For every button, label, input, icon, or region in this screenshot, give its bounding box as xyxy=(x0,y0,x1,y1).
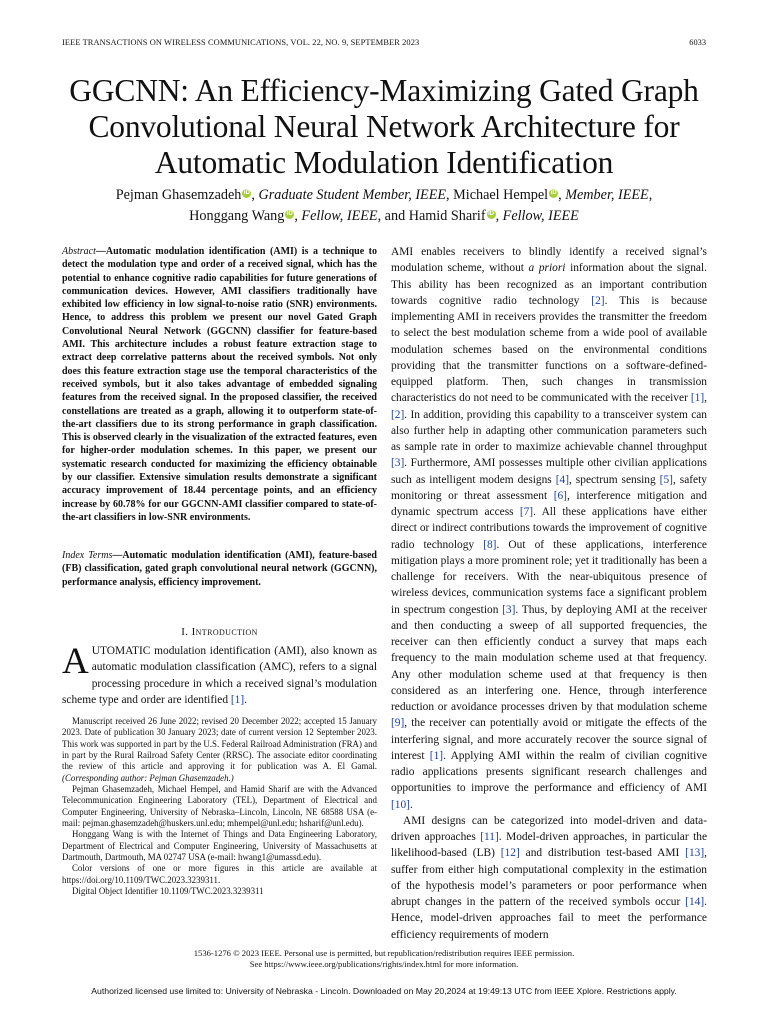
orcid-icon[interactable]: iD xyxy=(286,211,293,217)
intro-text: modulation identification (AMI), also known as automatic modulation classification (AMC), refers to a signal processing procedure in which a received signal’s modulation scheme type and order are identified xyxy=(62,645,377,706)
copyright-line: 1536-1276 © 2023 IEEE. Personal use is permitted, but republication/redistribution requires IEEE permission. xyxy=(193,948,575,958)
body-text: , spectrum sensing xyxy=(569,473,660,486)
body-text: . xyxy=(409,798,413,811)
body-text: AMI enables receivers to blindly identify a received signal’s modulation scheme, without xyxy=(391,246,707,275)
body-paragraph: AMI enables receivers to blindly identify a received signal’s modulation scheme, without a priori information about the signal. This ability has been recognized as an important contribution towards cognitive radio technology [2]. This is because implementing AMI in receivers provides the transmitter the freedom to select the best modulation scheme from a wide pool of available modulation schemes based on the environmental conditions providing that the transmitter functions on a software-defined-equipped platform. Then, such changes in transmission characteristics do not need to be communicated with the receiver [1], [2]. In addition, providing this capability to a transceiver system can also further help in adapting other communication parameters such as sample rate in order to maximize achievable channel throughput [3]. Furthermore, AMI possesses multiple other civilian applications such as intelligent modem designs [4], spectrum sensing [5], safety monitoring or threat assessment [6], interference mitigation and dynamic spectrum access [7]. All these applications have either direct or indirect contributions towards the improvement of cognitive radio technology [8]. Out of these applications, interference mitigation plays a more prominent role; yet it traditionally has been a challenge for receivers. With the near-ubiquitous presence of wireless devices, communication systems face a significant problem in spectrum congestion [3]. Thus, by deploying AMI at the receiver and then conducting a sweep of all supported frequencies, the receiver can then efficiently conduct a survey that maps each frequency to the main modulation scheme used at that frequency. Any other modulation scheme used at that frequency is then considered as an interfering one. Hence, through interference reduction or avoidance processes driven by that modulation scheme [9], the receiver can potentially avoid or mitigate the effects of the interfering signal, and more accurately recover the source signal of interest [1]. Applying AMI within the realm of civilian cognitive radio applications presents significant research challenges and opportunities to improve the performance and efficiency of AMI [10]. xyxy=(391,246,708,811)
title-line: Automatic Modulation Identification xyxy=(154,145,614,180)
body-text: . Hence, model-driven approaches fail to meet the performance efficiency requirements of modern xyxy=(391,896,707,941)
section-title: Introduction xyxy=(191,626,258,638)
footnote-text: Manuscript received 26 June 2022; revised 20 December 2022; accepted 15 January 2023. Date of publication 30 January 2023; date of current version 12 September 2023. This work was supported in part by the U.S. Federal Railroad Administration (FRA) and in part by the Rural Railroad Safety Center (RRSC). The associate editor coordinating the review of this article and approving it for publication was A. El Gamal. xyxy=(62,716,377,772)
body-paragraph xyxy=(391,813,707,943)
download-notice: Authorized licensed use limited to: University of Nebraska - Lincoln. Downloaded on May 20,2024 at 19:49:13 UTC from IEEE Xplore. Restrictions apply. xyxy=(91,986,677,996)
footnote-color: Color versions of one or more figures in this article are available at https://doi.org/10.1109/TWC.2023.3239311. xyxy=(62,863,377,885)
footnote-affiliation: Honggang Wang is with the Internet of Things and Data Engineering Laboratory, Department of Electrical and Computer Engineering, University of Massachusetts at Dartmouth, Dartmouth, MA 02747 USA (e-mail: hwang1@umassd.edu). xyxy=(62,829,377,863)
body-text: , safety monitoring or threat assessment xyxy=(391,473,707,502)
citation-link[interactable]: [1] xyxy=(429,749,444,762)
section-heading xyxy=(62,626,377,638)
citation-link[interactable]: [2] xyxy=(391,408,405,421)
body-text: . Model-driven approaches, in particular the likelihood-based (LB) xyxy=(391,831,707,860)
abstract-text: Automatic modulation identification (AMI) is a technique to detect the modulation type and order of a received signal, which has the potential to enhance cognitive radio capabilities for future generations of communication devices. However, AMI classifiers traditionally have exhibited low efficiency in low signal-to-noise ratio (SNR) environments. Hence, to address this problem we present our novel Gated Graph Convolutional Neural Network (GGCNN) classifier for feature-based AMI. This architecture includes a robust feature extraction stage to extract deep correlative patterns about the received symbols. Not only does this feature extraction stage use the temporal characteristics of the received symbols, but it also takes advantage of embedded signaling features from the received signal. In the proposed classifier, the received constellations are treated as a graph, allowing it to outperform state-of-the-art classifiers due to its strong performance in graph classification. This is observed clearly in the visualization of the extracted features, even for higher-order modulation schemes. In this paper, we present our systematic research conducted for maximizing the efficiency obtainable by our classifier. Extensive simulation results demonstrate a significant accuracy improvement of 18.44 percentage points, and an efficiency increase by 60.78% for our GGCNN-AMI classifier compared to state-of-the-art classifiers in low-SNR environments. xyxy=(62,246,377,523)
footnote-doi: Digital Object Identifier 10.1109/TWC.2023.3239311 xyxy=(72,886,264,897)
citation-link[interactable]: [1] xyxy=(230,693,245,706)
copyright-line: See https://www.ieee.org/publications/rights/index.html for more information. xyxy=(249,959,519,969)
body-text: information about the signal. This ability has been recognized as an important contribution towards cognitive radio technology xyxy=(391,262,707,307)
author-name: Pejman Ghasemzadeh xyxy=(115,187,242,203)
paper-title xyxy=(40,73,728,181)
citation-link[interactable]: [7] xyxy=(519,506,534,518)
citation-link[interactable]: [6] xyxy=(553,489,567,502)
author-role: Member, IEEE xyxy=(565,187,649,203)
body-text: . Thus, by deploying AMI at the receiver and then conducting a sweep of all supported frequencies, the receiver can then efficiently conduct a survey that maps each frequency to the main modulation scheme used at that frequency. Any other modulation scheme used at that frequency is then considered as an interfering one. Hence, through interference reduction or avoidance processes driven by that modulation scheme xyxy=(391,603,707,713)
citation-link[interactable]: [3] xyxy=(502,603,516,616)
author-name: Hamid Sharif xyxy=(408,208,486,224)
citation-link[interactable]: [5] xyxy=(659,473,673,486)
intro-end: . xyxy=(244,693,248,706)
body-text: . Furthermore, AMI possesses multiple other civilian applications such as intelligent modem designs xyxy=(391,457,707,486)
body-text: , suffer from either high computational complexity in the estimation of the hypothesis model’s parameters or poor performance when abrupt changes in the pattern of the received symbols occur xyxy=(391,847,707,908)
body-text: . In addition, providing this capability to a transceiver system can also further help in adapting other communication parameters such as sample rate in order to maximize achievable channel throughput xyxy=(391,408,707,453)
citation-link[interactable]: [11] xyxy=(480,831,499,843)
body-text: . Out of these applications, interference mitigation plays a more prominent role; yet it traditionally has been a challenge for receivers. With the near-ubiquitous presence of wireless devices, communication systems face a significant problem in spectrum congestion xyxy=(391,538,708,616)
drop-cap: A xyxy=(62,641,89,682)
footnote-manuscript xyxy=(62,716,377,784)
citation-link[interactable]: [14] xyxy=(685,896,705,908)
body-text: and distribution test-based AMI xyxy=(519,847,686,860)
body-text: . Applying AMI within the realm of civilian cognitive radio applications presents significant research challenges and opportunities to improve the performance and efficiency of AMI xyxy=(391,749,707,795)
footnote-affiliation: Pejman Ghasemzadeh, Michael Hempel, and Hamid Sharif are with the Advanced Telecommunication Engineering Laboratory (TEL), Department of Electrical and Computer Engineering, University of Nebraska–Lincoln, Lincoln, NE 68588 USA (e-mail: pejman.ghasemzadeh@huskers.unl.edu; mhempel@unl.edu; hsharif@unl.edu). xyxy=(62,784,377,829)
copyright-notice xyxy=(62,948,706,970)
body-text: , the receiver can potentially avoid or mitigate the effects of the interfering signal, and more accurately recover the source signal of interest xyxy=(391,717,707,762)
section-number: I. xyxy=(181,626,189,638)
right-column xyxy=(391,244,707,943)
citation-link[interactable]: [9] xyxy=(391,717,405,730)
body-text: . All these applications have either direct or indirect contributions towards the improvement of cognitive radio technology xyxy=(391,506,707,551)
author-role: Fellow, IEEE xyxy=(502,208,579,224)
body-text: a priori xyxy=(528,262,566,275)
citation-link[interactable]: [1] xyxy=(690,392,705,405)
index-terms: Index Terms—Automatic modulation identification (AMI), feature-based (FB) classification, gated graph convolutional neural network (GGCNN), performance analysis, efficiency improvement. xyxy=(62,550,377,588)
intro-lead: UTOMATIC xyxy=(91,645,151,657)
citation-link[interactable]: [8] xyxy=(483,538,497,551)
citation-link[interactable]: [3] xyxy=(391,457,405,470)
body-text: , interference mitigation and dynamic spectrum access xyxy=(391,489,707,518)
citation-link[interactable]: [12] xyxy=(500,847,520,860)
orcid-icon[interactable]: iD xyxy=(550,190,557,196)
citation-link[interactable]: [10] xyxy=(391,798,410,811)
citation-link[interactable]: [13] xyxy=(685,847,705,860)
title-line: GGCNN: An Efficiency-Maximizing Gated Graph xyxy=(69,73,699,108)
index-terms-text: Automatic modulation identification (AMI), feature-based (FB) classification, gated graph convolutional neural network (GGCNN), performance analysis, efficiency improvement. xyxy=(62,550,377,588)
running-header: IEEE TRANSACTIONS ON WIRELESS COMMUNICATIONS, VOL. 22, NO. 9, SEPTEMBER 2023 xyxy=(62,38,420,47)
body-text: AMI designs can be categorized into model-driven and data-driven approaches xyxy=(391,814,707,843)
abstract: Abstract—Automatic modulation identification (AMI) is a technique to detect the modulation type and order of a received signal, which has the potential to enhance cognitive radio capabilities for future generations of communication devices. However, AMI classifiers traditionally have exhibited low efficiency in low signal-to-noise ratio (SNR) environments. Hence, to address this problem we present our novel Gated Graph Convolutional Neural Network (GGCNN) classifier for feature-based AMI. This architecture includes a robust feature extraction stage to extract deep correlative patterns about the received symbols. Not only does this feature extraction stage use the temporal characteristics of the received symbols, but it also takes advantage of embedded signaling features from the received signal. In the proposed classifier, the received constellations are treated as a graph, allowing it to outperform state-of-the-art classifiers due to its strong performance in graph classification. This is observed clearly in the visualization of the extracted features, even for higher-order modulation schemes. In this paper, we present our systematic research conducted for maximizing the efficiency obtainable by our classifier. Extensive simulation results demonstrate a significant accuracy improvement of 18.44 percentage points, and an efficiency increase by 60.78% for our GGCNN-AMI classifier compared to state-of-the-art classifiers in low-SNR environments. xyxy=(62,246,377,523)
title-line: Convolutional Neural Network Architecture for xyxy=(88,109,680,144)
abstract-label: Abstract xyxy=(62,246,96,257)
author-list: Pejman Ghasemzadeh iD , Graduate Student Member, IEEE, Michael Hempel iD , Member, IEEE, Honggang Wang iD , Fellow, IEEE, and Hamid Sharif iD , Fellow, IEEE xyxy=(115,187,653,224)
author-role: Graduate Student Member, IEEE xyxy=(258,187,447,203)
index-terms-label: Index Terms xyxy=(62,550,113,561)
citation-link[interactable]: [2] xyxy=(591,294,605,307)
author-name: Michael Hempel xyxy=(453,187,549,203)
author-role: Fellow, IEEE xyxy=(301,208,378,224)
author-name: Honggang Wang xyxy=(189,208,285,224)
footnotes xyxy=(62,716,377,898)
orcid-icon[interactable]: iD xyxy=(488,211,495,217)
orcid-icon[interactable]: iD xyxy=(243,190,250,196)
citation-link[interactable]: [4] xyxy=(555,473,569,486)
intro-paragraph xyxy=(62,643,377,708)
corresponding-author: (Corresponding author: Pejman Ghasemzadeh.) xyxy=(62,772,234,783)
page-number: 6033 xyxy=(689,38,706,47)
body-text: . This is because implementing AMI in receivers provides the transmitter the freedom to select the best modulation scheme from a wide pool of available modulation schemes based on the environmental conditions providing that the transmitter functions on a software-defined-equipped platform. Then, such changes in transmission characteristics do not need to be communicated with the receiver xyxy=(391,294,707,405)
